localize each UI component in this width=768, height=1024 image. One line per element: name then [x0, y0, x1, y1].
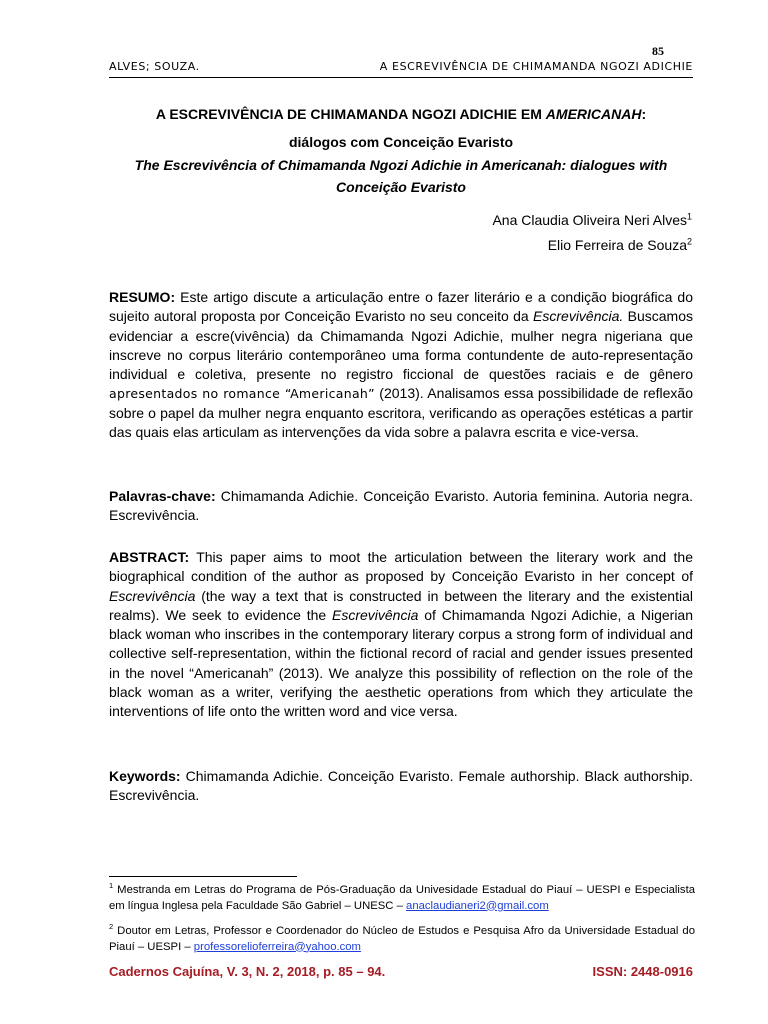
keywords-label: Keywords: [109, 768, 181, 784]
footnote-number: 2 [109, 922, 114, 932]
abstract-text: (the way a text that is constructed in between the literary and the existential realms). We seek to evidence the [109, 587, 693, 623]
palavras-chave-text: Chimamanda Adichie. Conceição Evaristo. Autoria feminina. Autoria negra. Escrevivência. [109, 488, 693, 524]
email-link[interactable]: anaclaudianeri2@gmail.com [406, 899, 549, 912]
issn: ISSN: 2448-0916 [592, 964, 693, 979]
journal-citation: Cadernos Cajuína, V. 3, N. 2, 2018, p. 85 – 94. [109, 964, 386, 979]
palavras-chave-paragraph [109, 487, 693, 526]
footnote-text: Doutor em Letras, Professor e Coordenador do Núcleo de Estudos e Pesquisa Afro da Universidade Estadual do Piauí – UESPI – [109, 925, 695, 953]
footnote-number: 1 [109, 881, 114, 891]
author-note-ref: 2 [686, 236, 692, 247]
palavras-chave-label: Palavras-chave: [109, 488, 216, 504]
title-block [109, 104, 693, 198]
author-note-ref: 1 [686, 211, 692, 222]
resumo-text: (2013). Analisamos essa possibilidade de reflexão sobre o papel da mulher negra enquanto escritora, verificando as operações estéticas a partir das quais elas articulam as intervenções da vida sobre a palavra escrita e vice-versa. [109, 385, 694, 441]
resumo-text: Este artigo discute a articulação entre o fazer literário e a condição biográfica do sujeito autoral proposta por Conceição Evaristo no seu conceito da [109, 289, 693, 325]
article-title [109, 104, 693, 124]
article-subtitle: diálogos com Conceição Evaristo [288, 134, 514, 150]
abstract-italic: Escrevivência [109, 587, 196, 604]
resumo-paragraph [109, 288, 693, 442]
running-head-title: A ESCREVIVÊNCIA DE CHIMAMANDA NGOZI ADICHIE [379, 60, 693, 73]
footnote-1 [109, 883, 695, 914]
keywords-text: Chimamanda Adichie. Conceição Evaristo. Female authorship. Black authorship. Escrevivência. [109, 768, 693, 804]
author-name: Ana Claudia Oliveira Neri Alves [492, 212, 687, 228]
resumo-italic: Escrevivência. [533, 308, 624, 325]
keywords-paragraph [109, 767, 693, 806]
page-number: 85 [652, 44, 664, 58]
page-footer [109, 964, 693, 979]
abstract-label: ABSTRACT: [109, 549, 190, 565]
english-title-line-2: Conceição Evaristo [336, 179, 466, 195]
article-title-text: A ESCREVIVÊNCIA DE CHIMAMANDA NGOZI ADICHIE EM [155, 106, 546, 122]
author-list [492, 208, 692, 258]
footnote-2 [109, 924, 695, 955]
abstract-italic: Escrevivência [332, 606, 419, 623]
running-head-authors: ALVES; SOUZA. [109, 60, 200, 73]
footnote-text: Mestranda em Letras do Programa de Pós-Graduação da Univesidade Estadual do Piauí – UESPI e Especialista em língua Inglesa pela Faculdade São Gabriel – UNESC – [109, 884, 695, 912]
footnote-divider [109, 876, 297, 877]
resumo-text-inset: apresentados no romance “Americanah” [109, 386, 375, 402]
resumo-label: RESUMO: [109, 289, 176, 305]
abstract-paragraph [109, 548, 693, 722]
author [492, 233, 692, 258]
english-title [109, 154, 693, 198]
article-title-italic: AMERICANAH [545, 106, 642, 122]
resumo-text: Buscamos evidenciar a escre(vivência) da Chimamanda Ngozi Adichie, mulher negra nigeriana que inscreve no corpus literário contemporâneo uma forma contundente de auto-representação individual e coletiva, presente no registro ficcional de questões raciais e de gênero [109, 308, 693, 383]
article-title-colon: : [641, 106, 647, 122]
english-title-line-1: The Escrevivência of Chimamanda Ngozi Adichie in Americanah: dialogues with [134, 157, 668, 173]
author [492, 208, 692, 233]
abstract-text: of Chimamanda Ngozi Adichie, a Nigerian black woman who inscribes in the contemporary literary corpus a strong form of individual and collective self-representation, within the fictional record of racial and gender issues presented in the novel “Americanah” (2013). We analyze this possibility of reflection on the role of the black woman as a writer, verifying the aesthetic operations from which they articulate the interventions of life onto the written word and vice versa. [109, 606, 693, 720]
author-name: Elio Ferreira de Souza [547, 237, 687, 253]
email-link[interactable]: professorelioferreira@yahoo.com [193, 940, 361, 953]
running-head [109, 60, 693, 78]
abstract-text: This paper aims to moot the articulation between the literary work and the biographical condition of the author as proposed by Conceição Evaristo in her concept of [109, 549, 693, 585]
